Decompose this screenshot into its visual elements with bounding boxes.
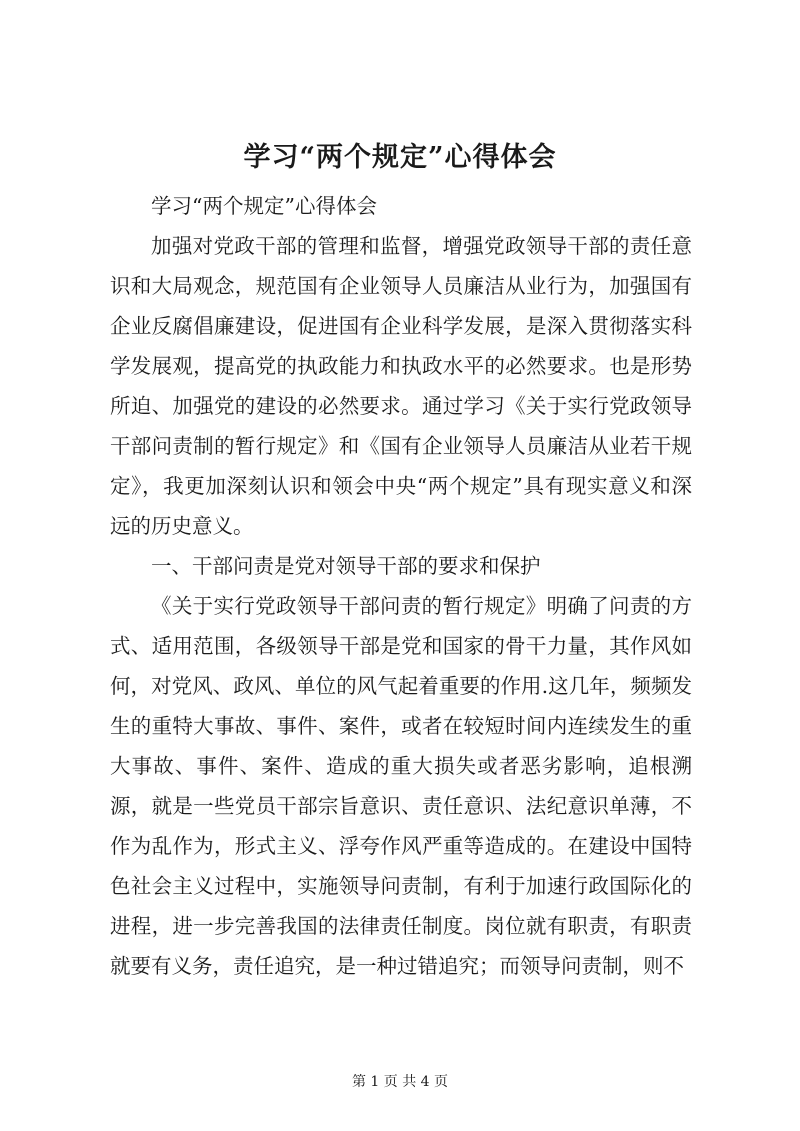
body-paragraph: 《关于实行党政领导干部问责的暂行规定》明确了问责的方式、适用范围，各级领导干部是党和国家的骨干力量，其作风如何，对党风、政风、单位的风气起着重要的作用.这几年，频频发生的重特大事故、事件、案件，或者在较短时间内连续发生的重大事故、事件、案件、造成的重大损失或者恶劣影响，追根溯源，就是一些党员干部宗旨意识、责任意识、法纪意识单薄，不作为乱作为，形式主义、浮夸作风严重等造成的。在建设中国特色社会主义过程中，实施领导问责制，有利于加速行政国际化的进程，进一步完善我国的法律责任制度。岗位就有职责，有职责就要有义务，责任追究，是一种过错追究；而领导问责制，则不 [110, 594, 692, 978]
section-heading: 一、干部问责是党对领导干部的要求和保护 [151, 554, 541, 578]
page-number-footer: 第 1 页 共 4 页 [351, 1074, 449, 1090]
document-title: 学习“两个规定”心得体会 [243, 142, 557, 173]
body-paragraph: 加强对党政干部的管理和监督，增强党政领导干部的责任意识和大局观念，规范国有企业领导人员廉洁从业行为，加强国有企业反腐倡廉建设，促进国有企业科学发展，是深入贯彻落实科学发展观，提高党的执政能力和执政水平的必然要求。也是形势所迫、加强党的建设的必然要求。通过学习《关于实行党政领导干部问责制的暂行规定》和《国有企业领导人员廉洁从业若干规定》，我更加深刻认识和领会中央“两个规定”具有现实意义和深远的历史意义。 [110, 234, 692, 538]
document-body [110, 186, 692, 986]
subtitle-paragraph: 学习“两个规定”心得体会 [151, 194, 377, 218]
